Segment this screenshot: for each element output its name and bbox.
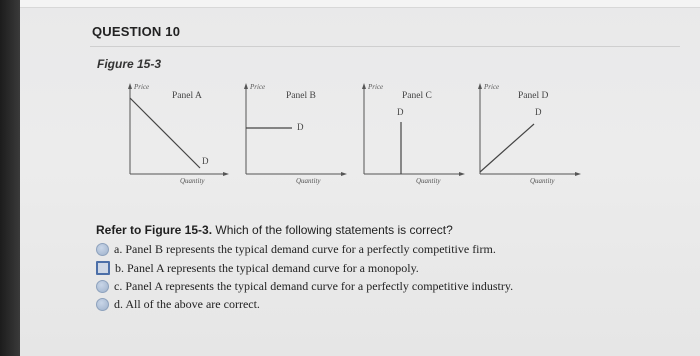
option-b-radio[interactable]	[96, 261, 110, 275]
option-a-text[interactable]: a. Panel B represents the typical demand curve for a perfectly competitive firm.	[114, 241, 496, 256]
panel-a-price-label: Price	[134, 83, 150, 91]
figure-15-3	[118, 80, 588, 192]
option-c-text[interactable]: c. Panel A represents the typical demand curve for a perfectly competitive industry.	[114, 278, 514, 293]
window-left-edge	[0, 0, 20, 356]
panel-a-d-label: D	[202, 156, 209, 166]
panel-a-demand-curve	[130, 98, 200, 168]
panel-c-price-label: Price	[368, 83, 384, 91]
panel-b-label: Panel B	[286, 91, 316, 101]
question-prompt	[96, 223, 656, 237]
panel-d-label: Panel D	[518, 91, 549, 101]
panel-c-d-label: D	[397, 107, 404, 117]
panel-b-price-label: Price	[250, 83, 266, 91]
panel-c	[358, 80, 470, 192]
top-strip	[20, 0, 700, 8]
option-b[interactable]	[96, 259, 656, 277]
panel-d-quantity-label: Quantity	[530, 177, 555, 185]
option-b-text[interactable]: b. Panel A represents the typical demand curve for a monopoly.	[115, 260, 419, 275]
panel-b-quantity-label: Quantity	[296, 177, 321, 185]
option-d[interactable]	[96, 295, 656, 313]
panel-b-d-label: D	[297, 122, 304, 132]
option-c[interactable]	[96, 277, 656, 295]
panel-d-price-label: Price	[484, 83, 500, 91]
option-d-radio[interactable]	[96, 298, 109, 311]
panel-a	[118, 80, 230, 192]
figure-title: Figure 15-3	[97, 57, 162, 71]
panel-a-quantity-label: Quantity	[180, 177, 205, 185]
option-a[interactable]	[96, 240, 656, 258]
panel-d-demand-curve	[480, 124, 534, 172]
prompt-figure-ref: Refer to Figure 15-3.	[96, 223, 213, 237]
question-title: QUESTION 10	[92, 24, 181, 39]
panel-d-d-label: D	[535, 107, 542, 117]
title-divider	[90, 46, 680, 47]
panel-b	[240, 80, 352, 192]
option-c-radio[interactable]	[96, 280, 109, 293]
panel-c-quantity-label: Quantity	[416, 177, 441, 185]
panel-a-label: Panel A	[172, 91, 202, 101]
panel-d	[474, 80, 586, 192]
option-a-radio[interactable]	[96, 243, 109, 256]
prompt-text: Which of the following statements is correct?	[212, 223, 453, 237]
panel-c-label: Panel C	[402, 91, 432, 101]
option-d-text[interactable]: d. All of the above are correct.	[114, 296, 260, 311]
